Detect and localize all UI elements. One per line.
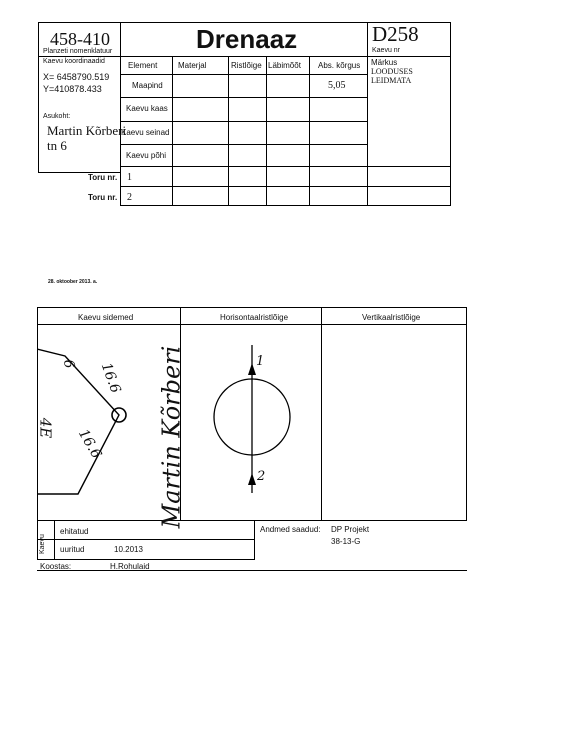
col-cross-section: Ristlõige [231, 61, 262, 70]
col-abs-height: Abs. kõrgus [318, 61, 361, 70]
label-16-6-bottom: 16.6 [74, 426, 105, 462]
page-title: Drenaaz [196, 24, 298, 54]
label-6: 6 [59, 358, 78, 370]
data-source-value-1: DP Projekt [331, 525, 370, 534]
measured-label: uuritud [60, 545, 85, 554]
pipe-label-2: Toru nr. [88, 193, 118, 202]
horizontal-section-drawing [181, 325, 321, 520]
pipe-label-1: Toru nr. [88, 173, 118, 182]
pipe-2-marker: 2 [257, 469, 266, 484]
document-date: 28. oktoober 2013. a. [48, 279, 98, 285]
col-diameter: Läbimõõt [268, 61, 301, 70]
section-connections: Kaevu sidemed [78, 313, 134, 322]
data-source-label: Andmed saadud: [260, 525, 321, 534]
data-source-value-2: 38-13-G [331, 537, 361, 546]
compiler-label: Koostas: [40, 562, 72, 571]
label-16-6-top: 16.6 [97, 360, 124, 396]
measured-value: 10.2013 [114, 545, 143, 554]
pipe-1-marker: 1 [256, 354, 265, 369]
row-cover: Kaevu kaas [126, 104, 168, 113]
nomenclature-label: Planzeti nomenklatuur [43, 48, 113, 55]
remark-line-2: LEIDMATA [371, 76, 412, 85]
row-walls: Kaevu seinad [121, 128, 170, 137]
section-horizontal: Horisontaalristlõige [220, 313, 289, 322]
location-line-2: tn 6 [47, 138, 67, 153]
row-bottom: Kaevu põhi [126, 151, 167, 160]
side-label-well: Kaevu [39, 534, 46, 554]
remark-line-1: LOODUSES [371, 67, 413, 76]
section-vertical: Vertikaalristlõige [362, 313, 421, 322]
built-label: ehitatud [60, 527, 89, 536]
y-coordinate: Y=410878.433 [43, 84, 102, 94]
label-4e: 4E [36, 417, 55, 439]
handwritten-street-name: Martin Kõrberi [157, 345, 186, 529]
pipe-value-1: 1 [127, 172, 132, 183]
col-element: Element [128, 61, 158, 70]
pipe-value-2: 2 [127, 192, 132, 203]
location-label: Asukoht: [43, 113, 71, 120]
well-number: D258 [372, 22, 419, 46]
nomenclature-value: 458-410 [50, 29, 110, 49]
coords-label: Kaevu koordinaadid [43, 58, 105, 65]
row-ground: Maapind [132, 81, 163, 90]
compiler-value: H.Rohulaid [110, 562, 150, 571]
x-coordinate: X= 6458790.519 [43, 72, 110, 82]
abs-height-value: 5,05 [328, 80, 346, 91]
col-remark: Märkus [371, 58, 398, 67]
location-line-1: Martin Kõrberi [47, 123, 127, 138]
col-material: Materjal [178, 61, 207, 70]
well-number-label: Kaevu nr [372, 47, 401, 54]
